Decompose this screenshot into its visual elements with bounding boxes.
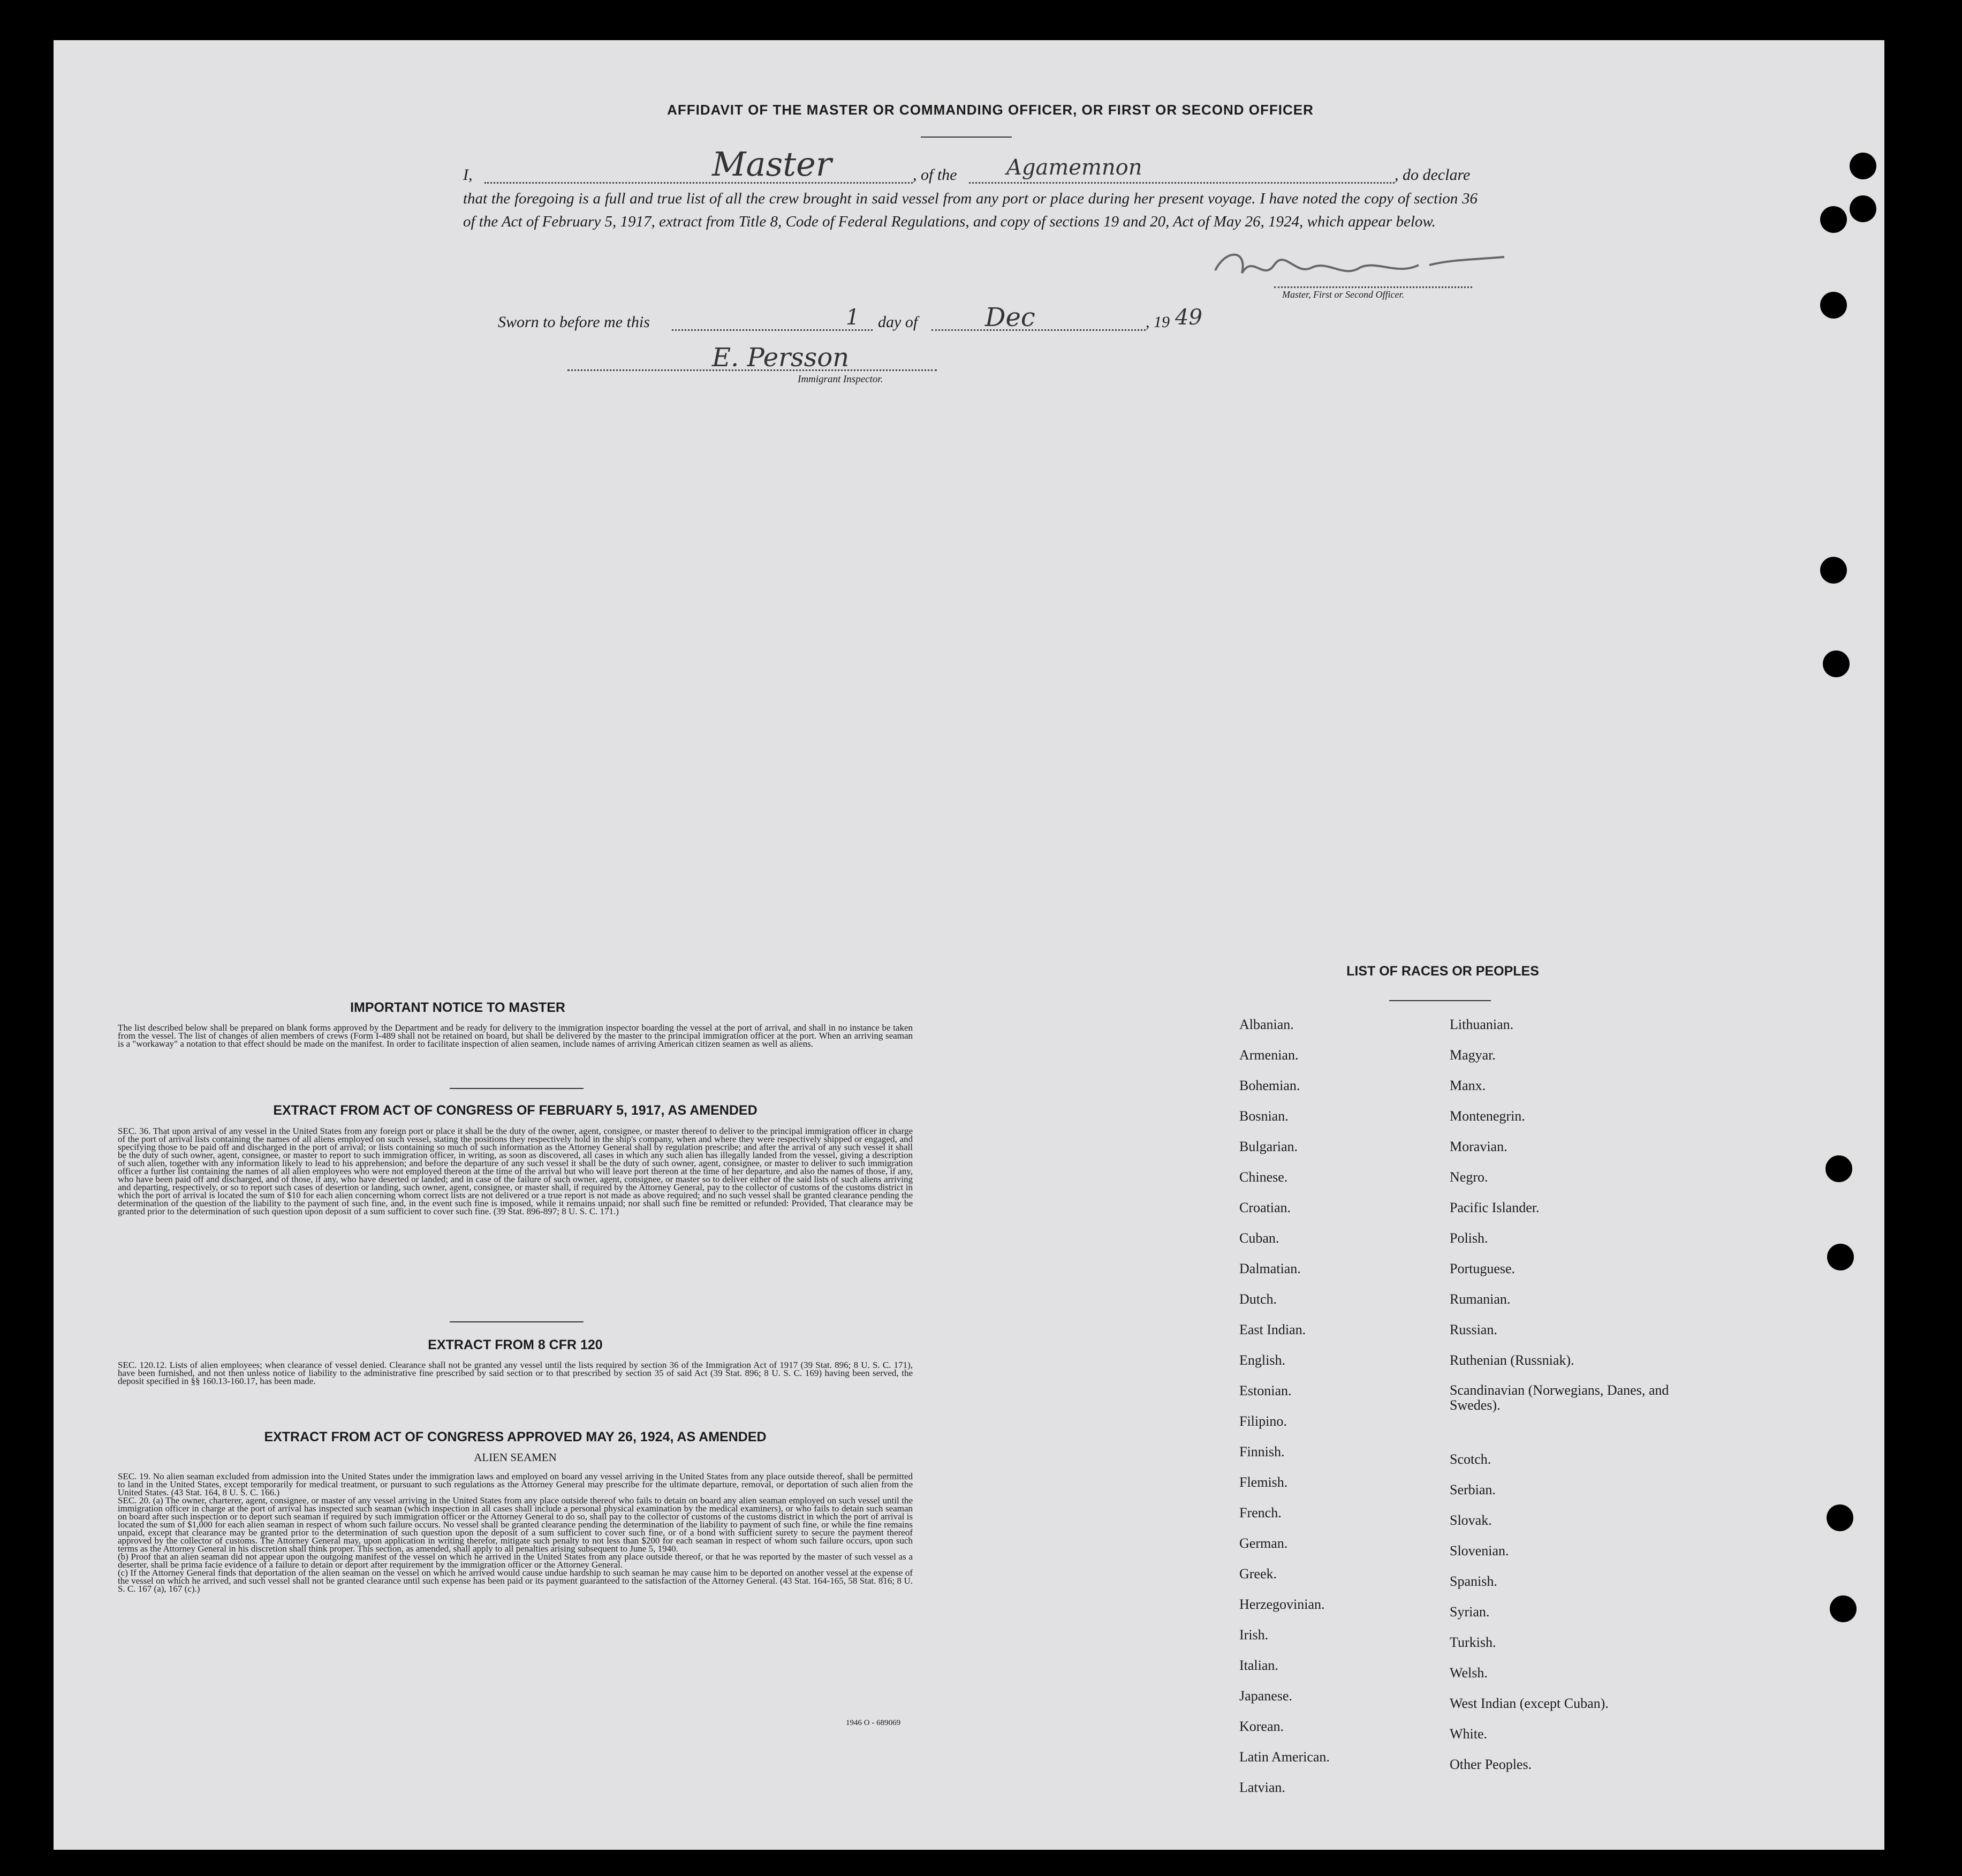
- race-item: [1450, 1413, 1696, 1444]
- day-of-label: day of: [878, 313, 918, 331]
- race-item: Manx.: [1450, 1078, 1486, 1093]
- extract-1917-rule: [450, 1321, 584, 1322]
- race-item: Bohemian.: [1239, 1078, 1300, 1093]
- punch-hole: [1827, 1504, 1853, 1531]
- year-value: 49: [1175, 305, 1202, 330]
- print-code: 1946 O - 689069: [846, 1719, 901, 1727]
- punch-hole: [1820, 557, 1847, 584]
- title-rule: [921, 137, 1012, 138]
- race-item: Russian.: [1450, 1322, 1497, 1337]
- race-item: Other Peoples.: [1450, 1757, 1532, 1772]
- punch-hole: [1823, 650, 1850, 677]
- declare-label: , do declare: [1395, 166, 1471, 184]
- race-item: Albanian.: [1239, 1017, 1294, 1032]
- day-value: 1: [846, 305, 860, 330]
- races-title: LIST OF RACES OR PEOPLES: [1346, 964, 1539, 979]
- officer-handwritten: Master: [712, 145, 832, 184]
- race-item: Estonian.: [1239, 1383, 1292, 1398]
- race-item: Scotch.: [1450, 1451, 1491, 1467]
- extract-cfr-body: SEC. 120.12. Lists of alien employees; when clearance of vessel denied. Clearance shall not be granted any vessel until the lists required by section 36 of the Immigration Act of 1917 (39 Stat. 896; 8 U. S. C. 171), have been furnished, and not then unless notice of liability to the administrative fine prescribed by said section or to that prescribed by section 35 of said Act (39 Stat. 896; 8 U. S. C. 169) having been served, the deposit specified in §§ 160.13-160.17, has been made.: [118, 1360, 913, 1386]
- race-item: Pacific Islander.: [1450, 1200, 1540, 1215]
- race-item: Serbian.: [1450, 1482, 1496, 1497]
- race-item: Scandinavian (Norwegians, Danes, and Swedes).: [1450, 1382, 1669, 1413]
- signature-caption: Master, First or Second Officer.: [1282, 289, 1404, 300]
- sec-20c-text: (c) If the Attorney General finds that deportation of the alien seaman on the vessel on which he arrived would cause undue hardship to such seaman he may cause him to be deported on another vessel at the expense of the vessel on which he arrived, and such vessel shall not be granted clearance until such expense has been paid or its payment guaranteed to the satisfaction of the Attorney General. (43 Stat. 164-165, 58 Stat. 816; 8 U. S. C. 167 (a), 167 (c).): [118, 1568, 913, 1594]
- race-item: Magyar.: [1450, 1047, 1496, 1063]
- race-item: Greek.: [1239, 1566, 1277, 1582]
- race-item: Irish.: [1239, 1627, 1269, 1643]
- signature-line: [1274, 286, 1472, 288]
- sec-20a-text: SEC. 20. (a) The owner, charterer, agent, consignee, or master of any vessel arriving in the United States from any place outside thereof who fails to detain on board any alien seaman employed on such vessel until the immigration officer in charge at the port of arrival has inspected such seaman (which inspection in all cases shall include a personal physical examination by the medical examiners), or who fails to detain such seaman on board after such inspection or to deport such seaman if required by such immigration officer or the Attorney General to do so, shall pay to the collector of customs of the customs district in which the port of arrival is located the sum of $1,000 for each alien seaman in respect of whom such failure occurs. No vessel shall be granted clearance pending the determination of the liability to payment of such fine, or while the fine remains unpaid, except that clearance may be granted prior to the determination of such question upon the deposit of a sum sufficient to cover such fine, or of a bond with sufficient surety to secure the payment thereof approved by the collector of customs. The Attorney General may, upon application in writing therefor, mitigate such penalty to not less than $200 for each seaman in respect of whom such failure occurs, upon such terms as the Attorney General in his discretion shall think proper. This section, as amended, shall apply to all penalties arising subsequent to June 5, 1940.: [118, 1495, 913, 1554]
- vessel-handwritten: Agamemnon: [1006, 155, 1142, 180]
- race-item: Turkish.: [1450, 1635, 1496, 1650]
- officer-line: [484, 182, 913, 184]
- month-value: Dec: [985, 302, 1035, 332]
- race-item: Cuban.: [1239, 1230, 1279, 1246]
- race-item: Ruthenian (Russniak).: [1450, 1352, 1574, 1368]
- extract-1917-title: EXTRACT FROM ACT OF CONGRESS OF FEBRUARY 5, 1917, AS AMENDED: [273, 1103, 757, 1118]
- inspector-signature: E. Persson: [712, 343, 850, 373]
- punch-hole: [1820, 206, 1847, 233]
- race-item: Moravian.: [1450, 1139, 1508, 1154]
- i-label: I,: [463, 166, 473, 184]
- vessel-line: [969, 182, 1395, 184]
- race-item: Japanese.: [1239, 1688, 1292, 1704]
- notice-title: IMPORTANT NOTICE TO MASTER: [350, 1000, 565, 1015]
- race-item: Spanish.: [1450, 1574, 1497, 1589]
- race-item: White.: [1450, 1726, 1488, 1742]
- race-item: German.: [1239, 1535, 1288, 1551]
- of-the-label: , of the: [913, 166, 957, 184]
- extract-1917-body: SEC. 36. That upon arrival of any vessel in the United States from any foreign port or place it shall be the duty of the owner, agent, consignee, or master thereof to deliver to the principal immigration officer in charge of the port of arrival lists containing the names of all aliens employed on such vessel, stating the positions they respectively hold in the ship's company, when and where they were respectively shipped or engaged, and specifying those to be paid off and discharged in the port of arrival; or lists containing so much of such information as the Attorney General shall by regulation prescribe; and after the arrival of any such vessel it shall be the duty of such owner, agent, consignee, or master to report to such immigration officer, in writing, as soon as discovered, all cases in which any such alien has illegally landed from the vessel, giving a description of such alien, together with any information likely to lead to his apprehension; and before the departure of any such vessel it shall be the duty of such owner, agent, consignee, or master to deliver to such immigration officer a further list containing the names of all alien employees who were not employed thereon at the time of the arrival but who will leave port thereon at the time of her departure, and also the names of those, if any, who have been paid off and discharged, and of those, if any, who have deserted or landed; and in case of the failure of such owner, agent, consignee, or master so to deliver either of the said lists of such aliens arriving and departing, respectively, or so to report such cases of desertion or landing, such owner, agent, consignee, or master shall, if required by the Attorney General, pay to the collector of customs of the customs district in which the port of arrival is located the sum of $10 for each alien concerning whom correct lists are not delivered or a true report is not made as above required; and no such vessel shall be granted clearance pending the determination of the question of the liability to the payment of such fine, and, in the event such fine is imposed, while it remains unpaid; nor shall such fine be remitted or refunded: Provided, That clearance may be granted prior to the determination of such question upon deposit of a sum sufficient to cover such fine. (39 Stat. 896-897; 8 U. S. C. 171.): [118, 1126, 913, 1216]
- race-item: Slovak.: [1450, 1512, 1492, 1528]
- sec-20b-text: (b) Proof that an alien seaman did not appear upon the outgoing manifest of the vessel on which he arrived in the United States from any place outside thereof, or that he was reported by the master of such vessel as a deserter, shall be prima facie evidence of a failure to detain or deport after requirement by the immigration officer or the Attorney General.: [118, 1552, 913, 1570]
- race-item: Latvian.: [1239, 1780, 1285, 1795]
- race-item: Dutch.: [1239, 1291, 1277, 1307]
- notice-body: The list described below shall be prepared on blank forms approved by the Department and be ready for delivery to the immigration inspector boarding the vessel at the port of arrival, and shall in no instance be taken from the vessel. The list of changes of alien members of crews (Form I-489 shall not be retained on board, but shall be delivered by the master to the principal immigration officer at the port. When an arriving seaman is a "workaway" a notation to that effect should be made on the manifest. In order to facilitate inspection of alien seamen, include names of arriving American citizen seamen as well as aliens.: [118, 1023, 913, 1049]
- race-item: Rumanian.: [1450, 1291, 1511, 1307]
- inspector-caption: Immigrant Inspector.: [798, 374, 883, 385]
- race-item: Portuguese.: [1450, 1261, 1516, 1276]
- sworn-label: Sworn to before me this: [498, 313, 650, 331]
- race-item: Bosnian.: [1239, 1108, 1289, 1124]
- master-signature: [1205, 244, 1526, 292]
- races-column-1: [1239, 1009, 1443, 1803]
- race-item: Armenian.: [1239, 1047, 1299, 1063]
- race-item: Welsh.: [1450, 1665, 1488, 1681]
- punch-hole: [1820, 292, 1847, 319]
- races-column-2: [1450, 1009, 1696, 1780]
- race-item: East Indian.: [1239, 1322, 1306, 1337]
- punch-hole: [1825, 1155, 1852, 1182]
- day-line: [672, 329, 873, 331]
- race-item: Herzegovinian.: [1239, 1597, 1325, 1612]
- race-item: Croatian.: [1239, 1200, 1291, 1215]
- punch-hole: [1850, 153, 1876, 179]
- race-item: Flemish.: [1239, 1474, 1288, 1490]
- race-item: Polish.: [1450, 1230, 1488, 1246]
- sec-19-text: SEC. 19. No alien seaman excluded from admission into the United States under the immigration laws and employed on board any vessel arriving in the United States from any place outside thereof, shall be permitted to land in the United States, except temporarily for medical treatment, or pursuant to such regulations as the Attorney General may prescribe for the ultimate departure, removal, or deportation of such alien from the United States. (43 Stat. 164, 8 U. S. C. 166.): [118, 1471, 913, 1497]
- punch-hole: [1827, 1244, 1854, 1270]
- extract-1924-body: [118, 1472, 913, 1593]
- race-item: Chinese.: [1239, 1169, 1288, 1185]
- race-item: Syrian.: [1450, 1604, 1490, 1620]
- punch-hole: [1850, 195, 1876, 222]
- race-item: Korean.: [1239, 1719, 1284, 1734]
- race-item: West Indian (except Cuban).: [1450, 1696, 1609, 1711]
- race-item: Lithuanian.: [1450, 1017, 1514, 1032]
- punch-hole: [1830, 1595, 1857, 1622]
- inspector-line: [567, 369, 937, 371]
- affidavit-statement: that the foregoing is a full and true list of all the crew brought in said vessel from any port or place during her present voyage. I have noted the copy of section 36 of the Act of February 5, 1917, extract from Title 8, Code of Federal Regulations, and copy of sections 19 and 20, Act of May 26, 1924, which appear below.: [463, 190, 1478, 230]
- race-item: Dalmatian.: [1239, 1261, 1301, 1276]
- race-item: Latin American.: [1239, 1749, 1330, 1765]
- notice-rule: [450, 1088, 584, 1089]
- race-item: English.: [1239, 1352, 1285, 1368]
- race-item: Montenegrin.: [1450, 1108, 1525, 1124]
- race-item: Italian.: [1239, 1658, 1278, 1673]
- race-item: Negro.: [1450, 1169, 1488, 1185]
- race-item: Bulgarian.: [1239, 1139, 1298, 1154]
- affidavit-title: AFFIDAVIT OF THE MASTER OR COMMANDING OFFICER, OR FIRST OR SECOND OFFICER: [667, 102, 1314, 118]
- extract-1924-title: EXTRACT FROM ACT OF CONGRESS APPROVED MAY 26, 1924, AS AMENDED: [264, 1429, 767, 1444]
- race-item: Filipino.: [1239, 1413, 1287, 1429]
- extract-cfr-title: EXTRACT FROM 8 CFR 120: [428, 1337, 603, 1352]
- race-item: Finnish.: [1239, 1444, 1285, 1459]
- races-rule: [1389, 1000, 1491, 1001]
- year-prefix: , 19: [1146, 313, 1170, 331]
- race-item: French.: [1239, 1505, 1282, 1521]
- race-item: Slovenian.: [1450, 1543, 1509, 1559]
- month-line: [931, 329, 1146, 331]
- extract-1924-subtitle: ALIEN SEAMEN: [474, 1451, 557, 1464]
